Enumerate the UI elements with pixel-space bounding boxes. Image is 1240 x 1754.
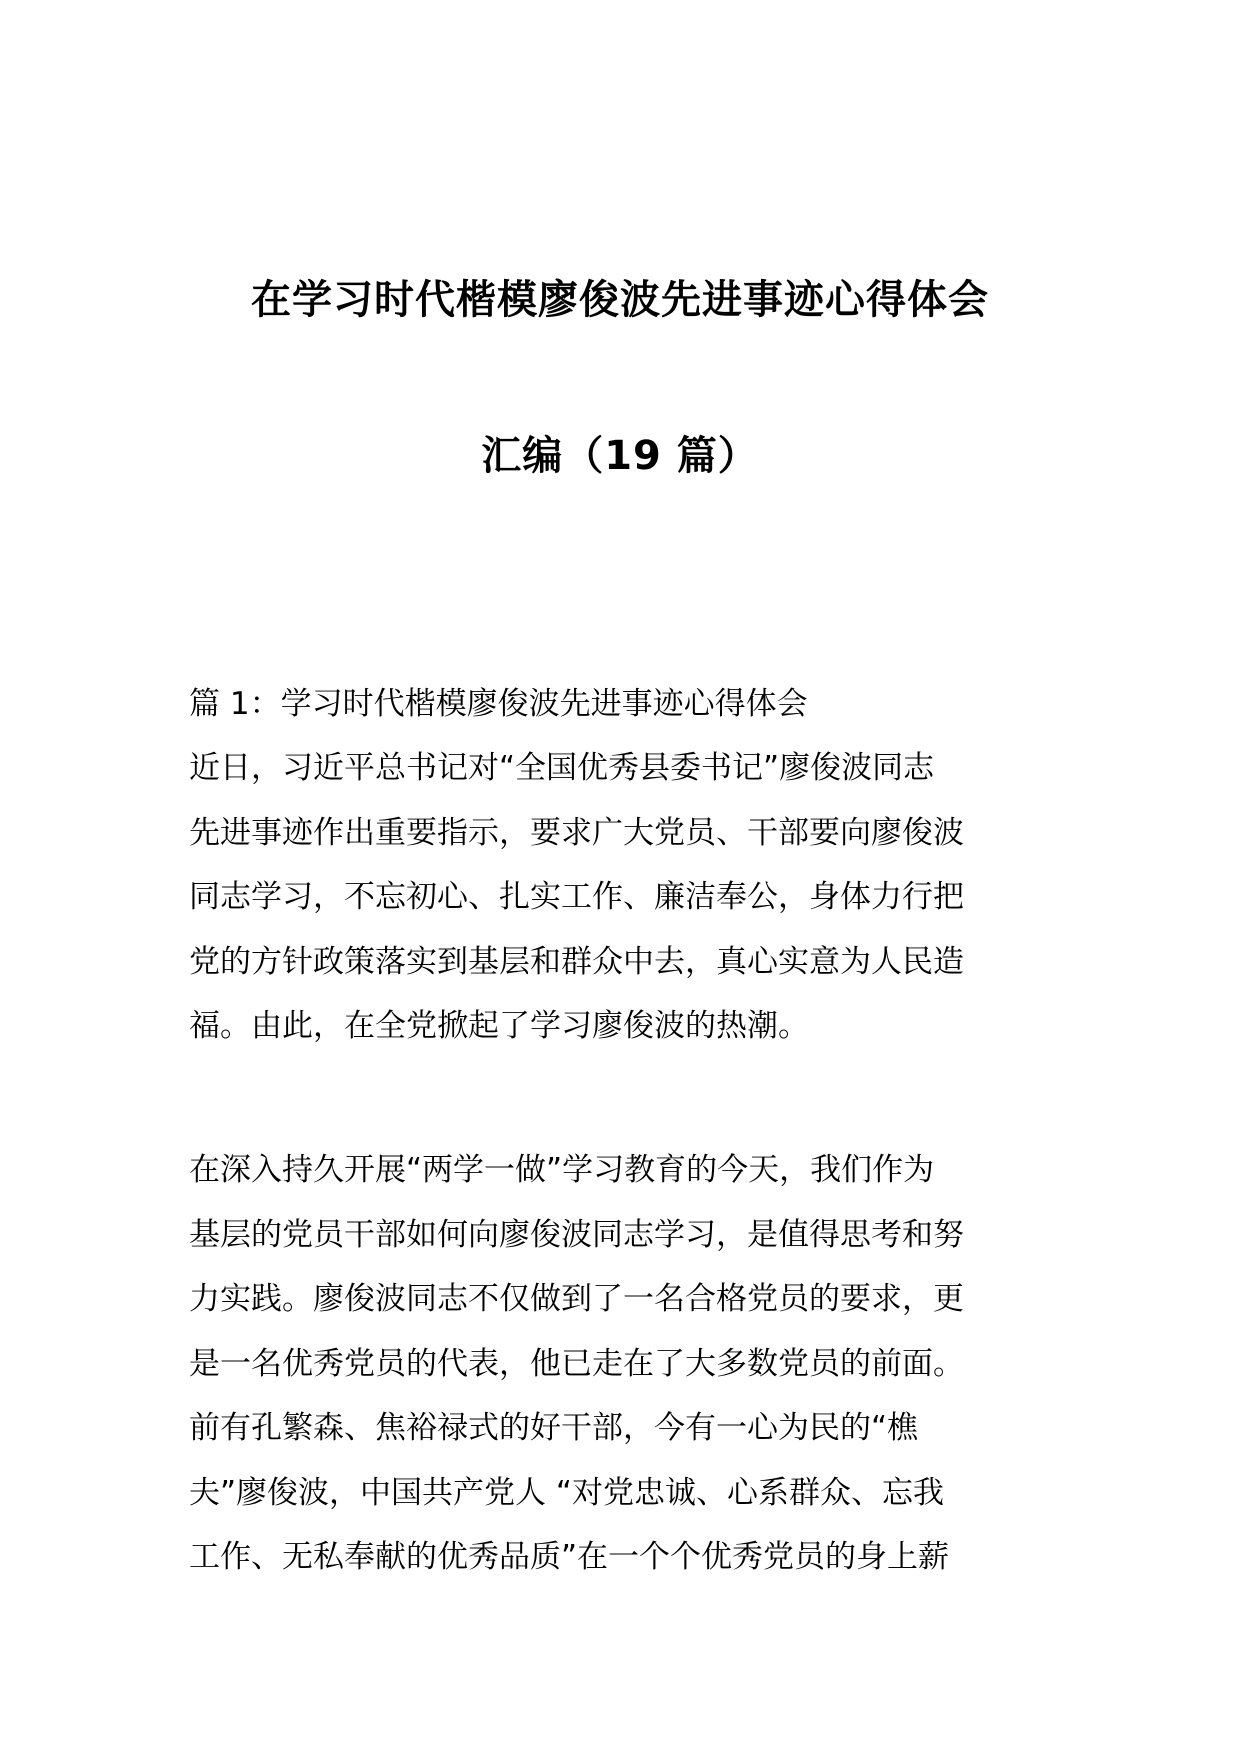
paragraph-1 <box>189 736 1059 1059</box>
paragraph-line: 近日，习近平总书记对“全国优秀县委书记”廖俊波同志 <box>189 750 935 786</box>
paragraph-line: 是一名优秀党员的代表，他已走在了大多数党员的前面。 <box>189 1345 964 1382</box>
paragraph-line: 党的方针政策落实到基层和群众中去，真心实意为人民造 <box>189 943 964 980</box>
paragraph-line: 力实践。廖俊波同志不仅做到了一名合格党员的要求，更 <box>189 1281 964 1317</box>
paragraph-line: 基层的党员干部如何向廖俊波同志学习，是值得思考和努 <box>189 1216 964 1253</box>
section-heading: 篇 1：学习时代楷模廖俊波先进事迹心得体会 <box>189 686 808 722</box>
paragraph-line: 前有孔繁森、焦裕禄式的好干部，今有一心为民的“樵 <box>189 1410 919 1446</box>
paragraph-line: 福。由此，在全党掀起了学习廖俊波的热潮。 <box>189 1008 809 1044</box>
document-title-line-2: 汇编（19 篇） <box>481 433 759 479</box>
paragraph-line: 同志学习，不忘初心、扎实工作、廉洁奉公，身体力行把 <box>189 879 964 915</box>
document-title-line-1: 在学习时代楷模廖俊波先进事迹心得体会 <box>251 277 989 323</box>
paragraph-line: 在深入持久开展“两学一做”学习教育的今天，我们作为 <box>189 1152 935 1188</box>
paragraph-2 <box>189 1138 1059 1590</box>
paragraph-line: 先进事迹作出重要指示，要求广大党员、干部要向廖俊波 <box>189 814 964 851</box>
paragraph-line: 工作、无私奉献的优秀品质”在一个个优秀党员的身上薪 <box>189 1539 950 1575</box>
paragraph-line: 夫”廖俊波，中国共产党人 “对党忠诚、心系群众、忘我 <box>189 1474 944 1511</box>
